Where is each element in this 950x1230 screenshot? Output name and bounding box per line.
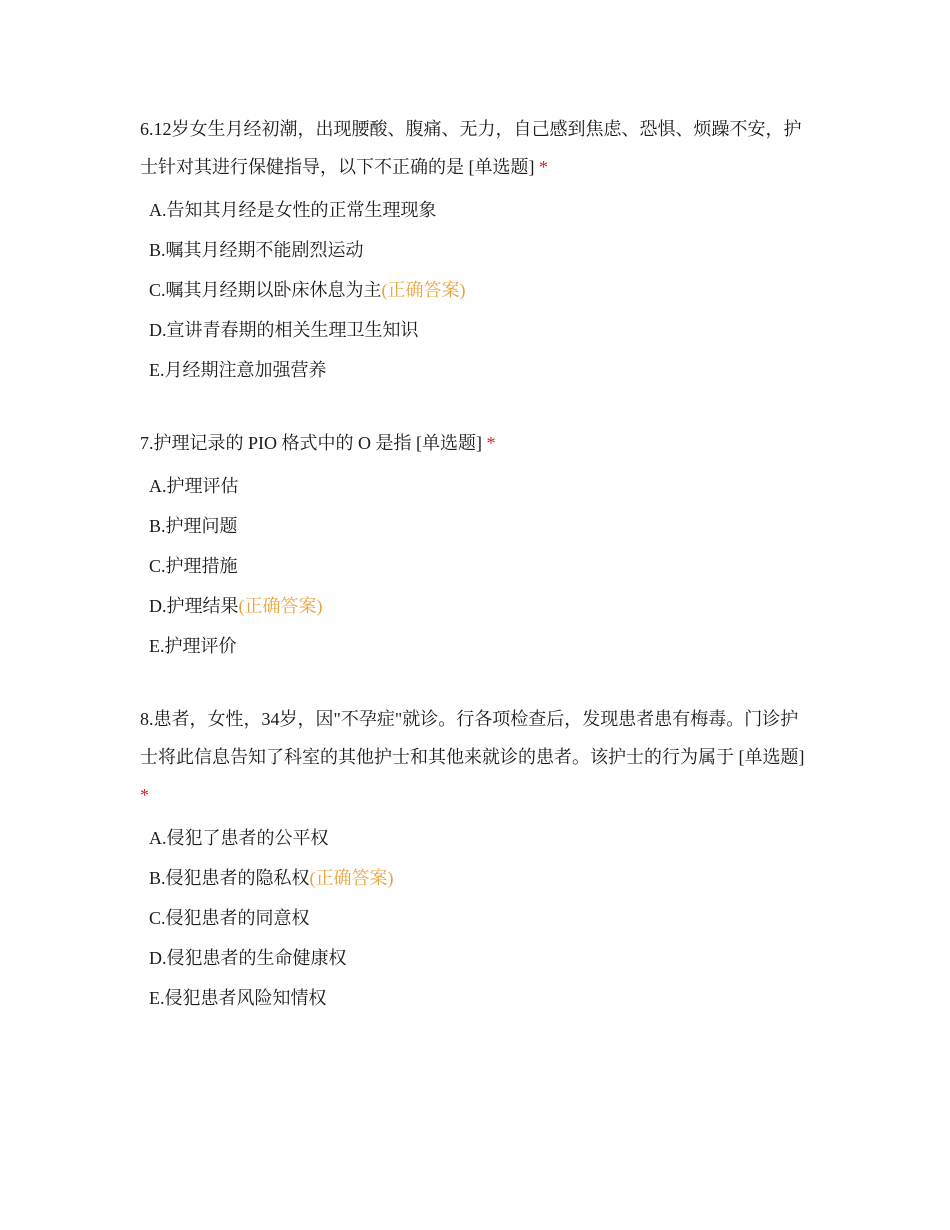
option-text: E.月经期注意加强营养 xyxy=(149,360,327,380)
required-mark: * xyxy=(486,433,496,453)
question-8 xyxy=(140,700,810,1018)
option-e xyxy=(149,350,810,390)
question-stem xyxy=(140,424,810,462)
option-text: C.嘱其月经期以卧床休息为主 xyxy=(149,280,382,300)
option-e xyxy=(149,626,810,666)
option-text: B.护理问题 xyxy=(149,516,238,536)
question-7 xyxy=(140,424,810,666)
correct-answer-label: (正确答案) xyxy=(381,280,466,300)
option-text: C.侵犯患者的同意权 xyxy=(149,908,310,928)
option-c xyxy=(149,270,810,310)
option-text: A.侵犯了患者的公平权 xyxy=(149,828,329,848)
options-list xyxy=(140,190,810,390)
correct-answer-label: (正确答案) xyxy=(238,596,323,616)
option-b xyxy=(149,230,810,270)
option-text: B.嘱其月经期不能剧烈运动 xyxy=(149,240,364,260)
option-a xyxy=(149,466,810,506)
option-text: D.护理结果 xyxy=(149,596,239,616)
option-text: B.侵犯患者的隐私权 xyxy=(149,868,310,888)
option-d xyxy=(149,586,810,626)
question-stem xyxy=(140,700,810,814)
options-list xyxy=(140,466,810,666)
question-stem xyxy=(140,110,810,186)
question-stem-text: 8.患者，女性，34岁，因"不孕症"就诊。行各项检查后，发现患者患有梅毒。门诊护士将此信息告知了科室的其他护士和其他来就诊的患者。该护士的行为属于 [单选题] xyxy=(140,709,805,767)
option-text: D.侵犯患者的生命健康权 xyxy=(149,948,347,968)
option-text: A.告知其月经是女性的正常生理现象 xyxy=(149,200,437,220)
option-c xyxy=(149,546,810,586)
question-stem-text: 6.12岁女生月经初潮，出现腰酸、腹痛、无力，自己感到焦虑、恐惧、烦躁不安，护士针对其进行保健指导，以下不正确的是 [单选题] xyxy=(140,119,802,177)
required-mark: * xyxy=(140,785,149,805)
option-b xyxy=(149,858,810,898)
option-c xyxy=(149,898,810,938)
options-list xyxy=(140,818,810,1018)
option-b xyxy=(149,506,810,546)
question-stem-text: 7.护理记录的 PIO 格式中的 O 是指 [单选题] xyxy=(140,433,482,453)
option-e xyxy=(149,978,810,1018)
option-d xyxy=(149,310,810,350)
required-mark: * xyxy=(539,157,548,177)
option-d xyxy=(149,938,810,978)
option-a xyxy=(149,818,810,858)
option-a xyxy=(149,190,810,230)
option-text: A.护理评估 xyxy=(149,476,239,496)
option-text: C.护理措施 xyxy=(149,556,238,576)
correct-answer-label: (正确答案) xyxy=(309,868,394,888)
option-text: E.护理评价 xyxy=(149,636,237,656)
option-text: E.侵犯患者风险知情权 xyxy=(149,988,327,1008)
option-text: D.宣讲青春期的相关生理卫生知识 xyxy=(149,320,419,340)
question-6 xyxy=(140,110,810,390)
